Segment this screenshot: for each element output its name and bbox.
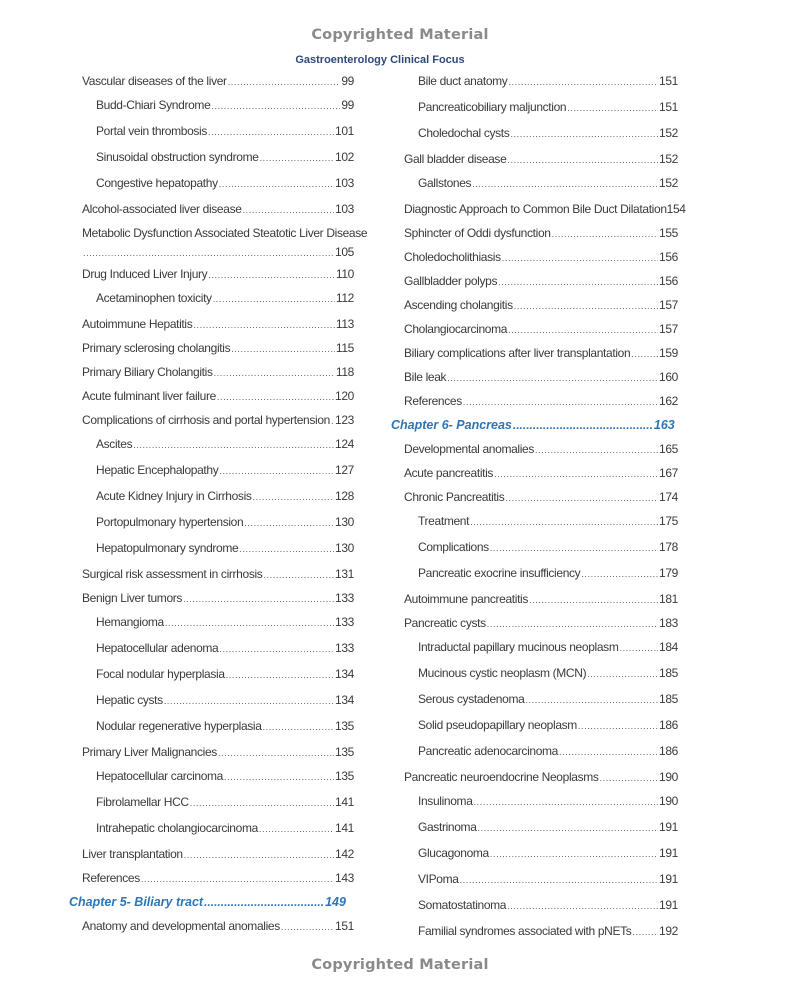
dot-leader [219, 463, 334, 479]
dot-leader [228, 74, 341, 90]
toc-entry-title: Biliary complications after liver transplantation [404, 346, 631, 360]
toc-entry-title: Complications of cirrhosis and portal hypertension [82, 413, 330, 427]
toc-entry[interactable] [82, 613, 354, 639]
toc-entry[interactable] [404, 690, 678, 716]
dot-leader [231, 341, 335, 357]
dot-leader [219, 176, 334, 192]
toc-entry-page-number: 149 [325, 895, 346, 909]
dot-leader [529, 592, 658, 608]
dot-leader [487, 616, 658, 632]
toc-entry-title: Solid pseudopapillary neoplasm [418, 718, 577, 732]
toc-entry-title: Hepatocellular adenoma [96, 641, 219, 655]
toc-entry-page-number: 183 [659, 616, 678, 630]
toc-entry-page-number: 165 [659, 442, 678, 456]
toc-entry-page-number: 152 [659, 176, 678, 190]
dot-leader [226, 667, 334, 683]
dot-leader [581, 566, 658, 582]
dot-leader [190, 795, 334, 811]
dot-leader [208, 124, 334, 140]
toc-entry-title: Pancreaticobiliary maljunction [418, 100, 567, 114]
toc-entry[interactable] [82, 148, 354, 174]
dot-leader [463, 394, 658, 410]
toc-entry-page-number: 152 [659, 126, 678, 140]
toc-entry[interactable] [404, 664, 678, 690]
dot-leader [632, 924, 658, 940]
dot-leader [83, 245, 334, 261]
dot-leader [217, 389, 334, 405]
toc-entry-page-number: 103 [335, 202, 354, 216]
toc-entry[interactable] [82, 513, 354, 539]
toc-entry-page-number: 118 [335, 365, 354, 379]
dot-leader [507, 898, 658, 914]
toc-entry-title: Sinusoidal obstruction syndrome [96, 150, 259, 164]
dot-leader [472, 176, 658, 192]
dot-leader [331, 413, 334, 429]
toc-entry-title: Benign Liver tumors [82, 591, 183, 605]
toc-entry[interactable] [404, 224, 678, 248]
toc-entry[interactable] [82, 72, 354, 96]
toc-entry-page-number: 163 [653, 418, 675, 432]
toc-entry-page-number: 134 [335, 667, 354, 681]
toc-entry-page-number: 127 [335, 463, 354, 477]
dot-leader [508, 322, 658, 338]
toc-entry-page-number: 156 [659, 250, 678, 264]
toc-entry-title: Portal vein thrombosis [96, 124, 208, 138]
toc-entry-title: Liver transplantation [82, 847, 183, 861]
toc-entry-page-number: 157 [659, 298, 678, 312]
toc-entry[interactable] [404, 564, 678, 590]
toc-entry-title: Hepatocellular carcinoma [96, 769, 223, 783]
toc-entry[interactable] [82, 565, 354, 589]
toc-entry[interactable] [404, 150, 678, 174]
toc-entry-title: Developmental anomalies [404, 442, 535, 456]
toc-entry[interactable] [82, 96, 354, 122]
toc-entry-title: Chronic Pancreatitis [404, 490, 505, 504]
toc-entry[interactable] [404, 488, 678, 512]
toc-entry[interactable] [82, 387, 354, 411]
toc-entry-title: Choledochal cysts [418, 126, 510, 140]
toc-entry-page-number: 181 [659, 592, 678, 606]
toc-entry[interactable] [404, 368, 678, 392]
toc-entry-page-number: 191 [659, 872, 678, 886]
toc-entry-page-number: 185 [659, 692, 678, 706]
toc-entry-title: References [82, 871, 140, 885]
toc-entry-title: Surgical risk assessment in cirrhosis [82, 567, 263, 581]
toc-entry[interactable] [404, 296, 678, 320]
toc-entry-page-number: 190 [659, 794, 678, 808]
toc-entry[interactable] [404, 440, 678, 464]
dot-leader [578, 718, 658, 734]
toc-entry[interactable] [82, 589, 354, 613]
toc-entry-title: Budd-Chiari Syndrome [96, 98, 211, 112]
dot-leader [508, 74, 658, 90]
toc-entry-title: Autoimmune Hepatitis [82, 317, 193, 331]
toc-entry-page-number: 186 [659, 718, 678, 732]
toc-entry-page-number: 192 [659, 924, 678, 938]
toc-entry-title: Intrahepatic cholangiocarcinoma [96, 821, 258, 835]
toc-entry-page-number: 159 [659, 346, 678, 360]
toc-entry-page-number: 128 [335, 489, 354, 503]
toc-entry-title: Hemangioma [96, 615, 164, 629]
toc-entry-page-number: 151 [335, 919, 354, 933]
toc-entry-title: Drug Induced Liver Injury [82, 267, 208, 281]
dot-leader [514, 298, 658, 314]
dot-leader [165, 615, 334, 631]
toc-entry-page-number: 99 [341, 98, 354, 112]
toc-entry-title: Bile leak [404, 370, 447, 384]
dot-leader [263, 567, 334, 583]
toc-entry-page-number: 135 [335, 769, 354, 783]
toc-entry-page-number: 155 [659, 226, 678, 240]
toc-entry[interactable] [82, 917, 354, 941]
dot-leader [259, 821, 334, 837]
toc-entry-title: Chapter 5- Biliary tract [69, 895, 204, 909]
dot-leader [587, 666, 658, 682]
toc-entry[interactable] [82, 717, 354, 743]
toc-entry-title: Primary sclerosing cholangitis [82, 341, 231, 355]
toc-entry-page-number: 175 [659, 514, 678, 528]
toc-entry-title: Glucagonoma [418, 846, 489, 860]
toc-entry-page-number: 120 [335, 389, 354, 403]
toc-entry-page-number: 141 [335, 795, 354, 809]
dot-leader [224, 769, 334, 785]
toc-entry-title: Pancreatic adenocarcinoma [418, 744, 559, 758]
toc-entry[interactable] [82, 174, 354, 200]
toc-entry-title: Chapter 6- Pancreas [391, 418, 512, 432]
toc-entry-title: Anatomy and developmental anomalies [82, 919, 280, 933]
toc-entry-page-number: 135 [335, 719, 354, 733]
toc-entry-title: Gall bladder disease [404, 152, 507, 166]
toc-entry-title: Ascites [96, 437, 133, 451]
toc-entry-page-number: 178 [659, 540, 678, 554]
toc-column-left [69, 72, 368, 941]
toc-entry-page-number: 174 [659, 490, 678, 504]
toc-entry-page-number: 151 [659, 100, 678, 114]
toc-entry-page-number: 191 [659, 846, 678, 860]
toc-entry[interactable] [82, 363, 354, 387]
toc-entry-title: Mucinous cystic neoplasm (MCN) [418, 666, 587, 680]
toc-entry[interactable] [82, 869, 354, 893]
toc-entry-page-number: 133 [335, 615, 354, 629]
dot-leader [193, 317, 335, 333]
toc-entry[interactable] [82, 691, 354, 717]
dot-leader [552, 226, 658, 242]
toc-entry-title: Gastrinoma [418, 820, 477, 834]
toc-entry[interactable] [82, 200, 354, 224]
toc-entry[interactable] [82, 122, 354, 148]
toc-entry-page-number: 157 [659, 322, 678, 336]
toc-entry[interactable] [404, 512, 678, 538]
toc-entry-title: Gallstones [418, 176, 472, 190]
toc-entry-title: Focal nodular hyperplasia [96, 667, 225, 681]
toc-entry[interactable] [82, 539, 354, 565]
toc-entry[interactable] [82, 315, 354, 339]
dot-leader [490, 540, 658, 556]
toc-entry-title: Portopulmonary hypertension [96, 515, 244, 529]
dot-leader [513, 417, 653, 433]
toc-entry-page-number: 184 [659, 640, 678, 654]
toc-column-right [391, 72, 686, 948]
toc-entry[interactable] [82, 793, 354, 819]
toc-entry[interactable] [404, 200, 686, 224]
toc-entry[interactable] [82, 665, 354, 691]
toc-entry-title: Fibrolamellar HCC [96, 795, 189, 809]
toc-entry-page-number: 130 [335, 515, 354, 529]
toc-entry[interactable] [404, 638, 678, 664]
toc-entry-page-number: 142 [335, 847, 354, 861]
toc-entry-title: Autoimmune pancreatitis [404, 592, 529, 606]
toc-entry-title: Serous cystadenoma [418, 692, 525, 706]
toc-entry-page-number: 103 [335, 176, 354, 190]
toc-entry[interactable] [404, 320, 678, 344]
copyright-watermark-top: Copyrighted Material [311, 27, 489, 43]
toc-entry[interactable] [404, 896, 678, 922]
toc-entry[interactable] [82, 767, 354, 793]
toc-entry[interactable] [404, 590, 678, 614]
dot-leader [600, 770, 658, 786]
toc-chapter-heading[interactable] [391, 416, 678, 440]
toc-entry[interactable] [82, 411, 354, 435]
dot-leader [525, 692, 658, 708]
running-head: Gastroenterology Clinical Focus [295, 54, 465, 66]
toc-entry[interactable] [404, 464, 678, 488]
toc-entry-title: Hepatic cysts [96, 693, 163, 707]
dot-leader [567, 100, 658, 116]
toc-entry[interactable] [404, 792, 678, 818]
toc-entry-page-number: 113 [335, 317, 354, 331]
toc-entry[interactable] [404, 614, 678, 638]
toc-entry-title: Ascending cholangitis [404, 298, 513, 312]
toc-entry[interactable] [404, 538, 678, 564]
toc-entry[interactable] [404, 248, 678, 272]
toc-entry-page-number: 162 [659, 394, 678, 408]
dot-leader [260, 150, 334, 166]
toc-entry-title: Acute fulminant liver failure [82, 389, 216, 403]
dot-leader [474, 794, 658, 810]
toc-entry[interactable] [82, 461, 354, 487]
toc-entry-title: Insulinoma [418, 794, 473, 808]
toc-entry-title: Complications [418, 540, 489, 554]
toc-entry[interactable] [404, 768, 678, 792]
dot-leader [498, 274, 658, 290]
toc-entry-page-number: 124 [335, 437, 354, 451]
toc-entry-page-number: 179 [659, 566, 678, 580]
dot-leader [619, 640, 658, 656]
toc-entry[interactable] [404, 392, 678, 416]
toc-entry-page-number: 190 [659, 770, 678, 784]
dot-leader [184, 847, 334, 863]
dot-leader [183, 591, 334, 607]
dot-leader [502, 250, 658, 266]
toc-entry-page-number: 135 [335, 745, 354, 759]
dot-leader [239, 541, 334, 557]
toc-entry-title: Acetaminophen toxicity [96, 291, 212, 305]
toc-entry-page-number: 154 [666, 202, 686, 216]
dot-leader [507, 152, 658, 168]
toc-entry[interactable] [82, 743, 354, 767]
toc-entry-page-number: 99 [341, 74, 354, 88]
toc-entry[interactable] [82, 845, 354, 869]
toc-entry[interactable] [82, 819, 354, 845]
toc-entry-title: Acute pancreatitis [404, 466, 494, 480]
dot-leader [535, 442, 658, 458]
dot-leader [447, 370, 658, 386]
dot-leader [505, 490, 658, 506]
toc-entry-page-number: 185 [659, 666, 678, 680]
toc-entry[interactable] [404, 870, 678, 896]
toc-entry-page-number: 105 [335, 245, 354, 259]
toc-entry[interactable] [404, 818, 678, 844]
toc-entry-title: Acute Kidney Injury in Cirrhosis [96, 489, 252, 503]
toc-entry-page-number: 191 [659, 820, 678, 834]
toc-entry[interactable] [404, 716, 678, 742]
dot-leader [631, 346, 658, 362]
toc-entry-title: Intraductal papillary mucinous neoplasm [418, 640, 619, 654]
toc-entry-page-number: 133 [335, 641, 354, 655]
toc-entry[interactable] [404, 344, 678, 368]
dot-leader [470, 514, 658, 530]
dot-leader [244, 515, 334, 531]
toc-entry-title: Pancreatic cysts [404, 616, 486, 630]
toc-entry-page-number: 131 [335, 567, 354, 581]
toc-entry-page-number: 152 [659, 152, 678, 166]
toc-entry-title: Congestive hepatopathy [96, 176, 218, 190]
dot-leader [494, 466, 658, 482]
toc-entry[interactable] [82, 289, 354, 315]
toc-entry-page-number: 160 [659, 370, 678, 384]
toc-entry-title: Sphincter of Oddi dysfunction [404, 226, 551, 240]
toc-entry-title: Gallbladder polyps [404, 274, 498, 288]
toc-entry-title: Treatment [418, 514, 470, 528]
toc-entry[interactable] [82, 435, 354, 461]
toc-entry-title: VIPoma [418, 872, 459, 886]
toc-entry[interactable] [404, 272, 678, 296]
toc-entry[interactable] [404, 72, 678, 98]
toc-entry-page-number: 156 [659, 274, 678, 288]
dot-leader [214, 365, 335, 381]
toc-entry-page-number: 101 [335, 124, 354, 138]
dot-leader [218, 745, 334, 761]
toc-entry-page-number: 186 [659, 744, 678, 758]
dot-leader [478, 820, 658, 836]
toc-entry-title: Choledocholithiasis [404, 250, 501, 264]
toc-entry-page-number: 134 [335, 693, 354, 707]
dot-leader [263, 719, 334, 735]
toc-entry-page-number: 167 [659, 466, 678, 480]
toc-entry[interactable] [404, 174, 678, 200]
toc-entry-title: Familial syndromes associated with pNETs [418, 924, 632, 938]
toc-entry-page-number: 115 [335, 341, 354, 355]
toc-entry-page-number: 141 [335, 821, 354, 835]
toc-entry[interactable] [82, 339, 354, 363]
dot-leader [219, 641, 334, 657]
toc-entry-title: Hepatopulmonary syndrome [96, 541, 239, 555]
dot-leader [253, 489, 334, 505]
dot-leader [559, 744, 658, 760]
toc-entry[interactable] [82, 487, 354, 513]
toc-entry[interactable] [82, 639, 354, 665]
toc-entry-page-number: 123 [335, 413, 354, 427]
toc-entry[interactable] [82, 224, 368, 265]
dot-leader [510, 126, 658, 142]
toc-entry-page-number: 102 [335, 150, 354, 164]
dot-leader [460, 872, 658, 888]
toc-entry-title: References [404, 394, 462, 408]
toc-entry-page-number: 110 [335, 267, 354, 281]
toc-chapter-heading[interactable] [69, 893, 354, 917]
toc-entry-title: Primary Biliary Cholangitis [82, 365, 213, 379]
toc-entry-title: Primary Liver Malignancies [82, 745, 217, 759]
toc-entry-title: Vascular diseases of the liver [82, 74, 227, 88]
copyright-watermark-bottom: Copyrighted Material [311, 957, 489, 973]
dot-leader [490, 846, 658, 862]
dot-leader [204, 894, 324, 910]
toc-entry-title: Bile duct anatomy [418, 74, 508, 88]
toc-entry-page-number: 151 [659, 74, 678, 88]
toc-entry-title: Hepatic Encephalopathy [96, 463, 219, 477]
toc-entry-title: Diagnostic Approach to Common Bile Duct Dilatation [404, 202, 667, 216]
toc-entry[interactable] [404, 98, 678, 124]
toc-entry-title: Pancreatic neuroendocrine Neoplasms [404, 770, 599, 784]
toc-entry-page-number: 133 [335, 591, 354, 605]
toc-entry[interactable] [404, 742, 678, 768]
dot-leader [133, 437, 334, 453]
toc-entry[interactable] [404, 922, 678, 948]
toc-entry[interactable] [82, 265, 354, 289]
dot-leader [281, 919, 334, 935]
toc-entry-title: Somatostatinoma [418, 898, 507, 912]
toc-entry-page-number: 143 [335, 871, 354, 885]
toc-entry[interactable] [404, 124, 678, 150]
dot-leader [141, 871, 334, 887]
toc-entry-page-number: 112 [335, 291, 354, 305]
toc-entry-title: Pancreatic exocrine insufficiency [418, 566, 581, 580]
toc-entry-title: Metabolic Dysfunction Associated Steatotic Liver Disease [82, 226, 368, 240]
dot-leader [213, 291, 335, 307]
dot-leader [243, 202, 334, 218]
dot-leader [211, 98, 340, 114]
toc-entry[interactable] [404, 844, 678, 870]
dot-leader [164, 693, 334, 709]
dot-leader [208, 267, 335, 283]
toc-entry-page-number: 130 [335, 541, 354, 555]
toc-entry-title: Nodular regenerative hyperplasia [96, 719, 262, 733]
toc-entry-title: Cholangiocarcinoma [404, 322, 508, 336]
toc-entry-page-number: 191 [659, 898, 678, 912]
toc-entry-title: Alcohol-associated liver disease [82, 202, 242, 216]
